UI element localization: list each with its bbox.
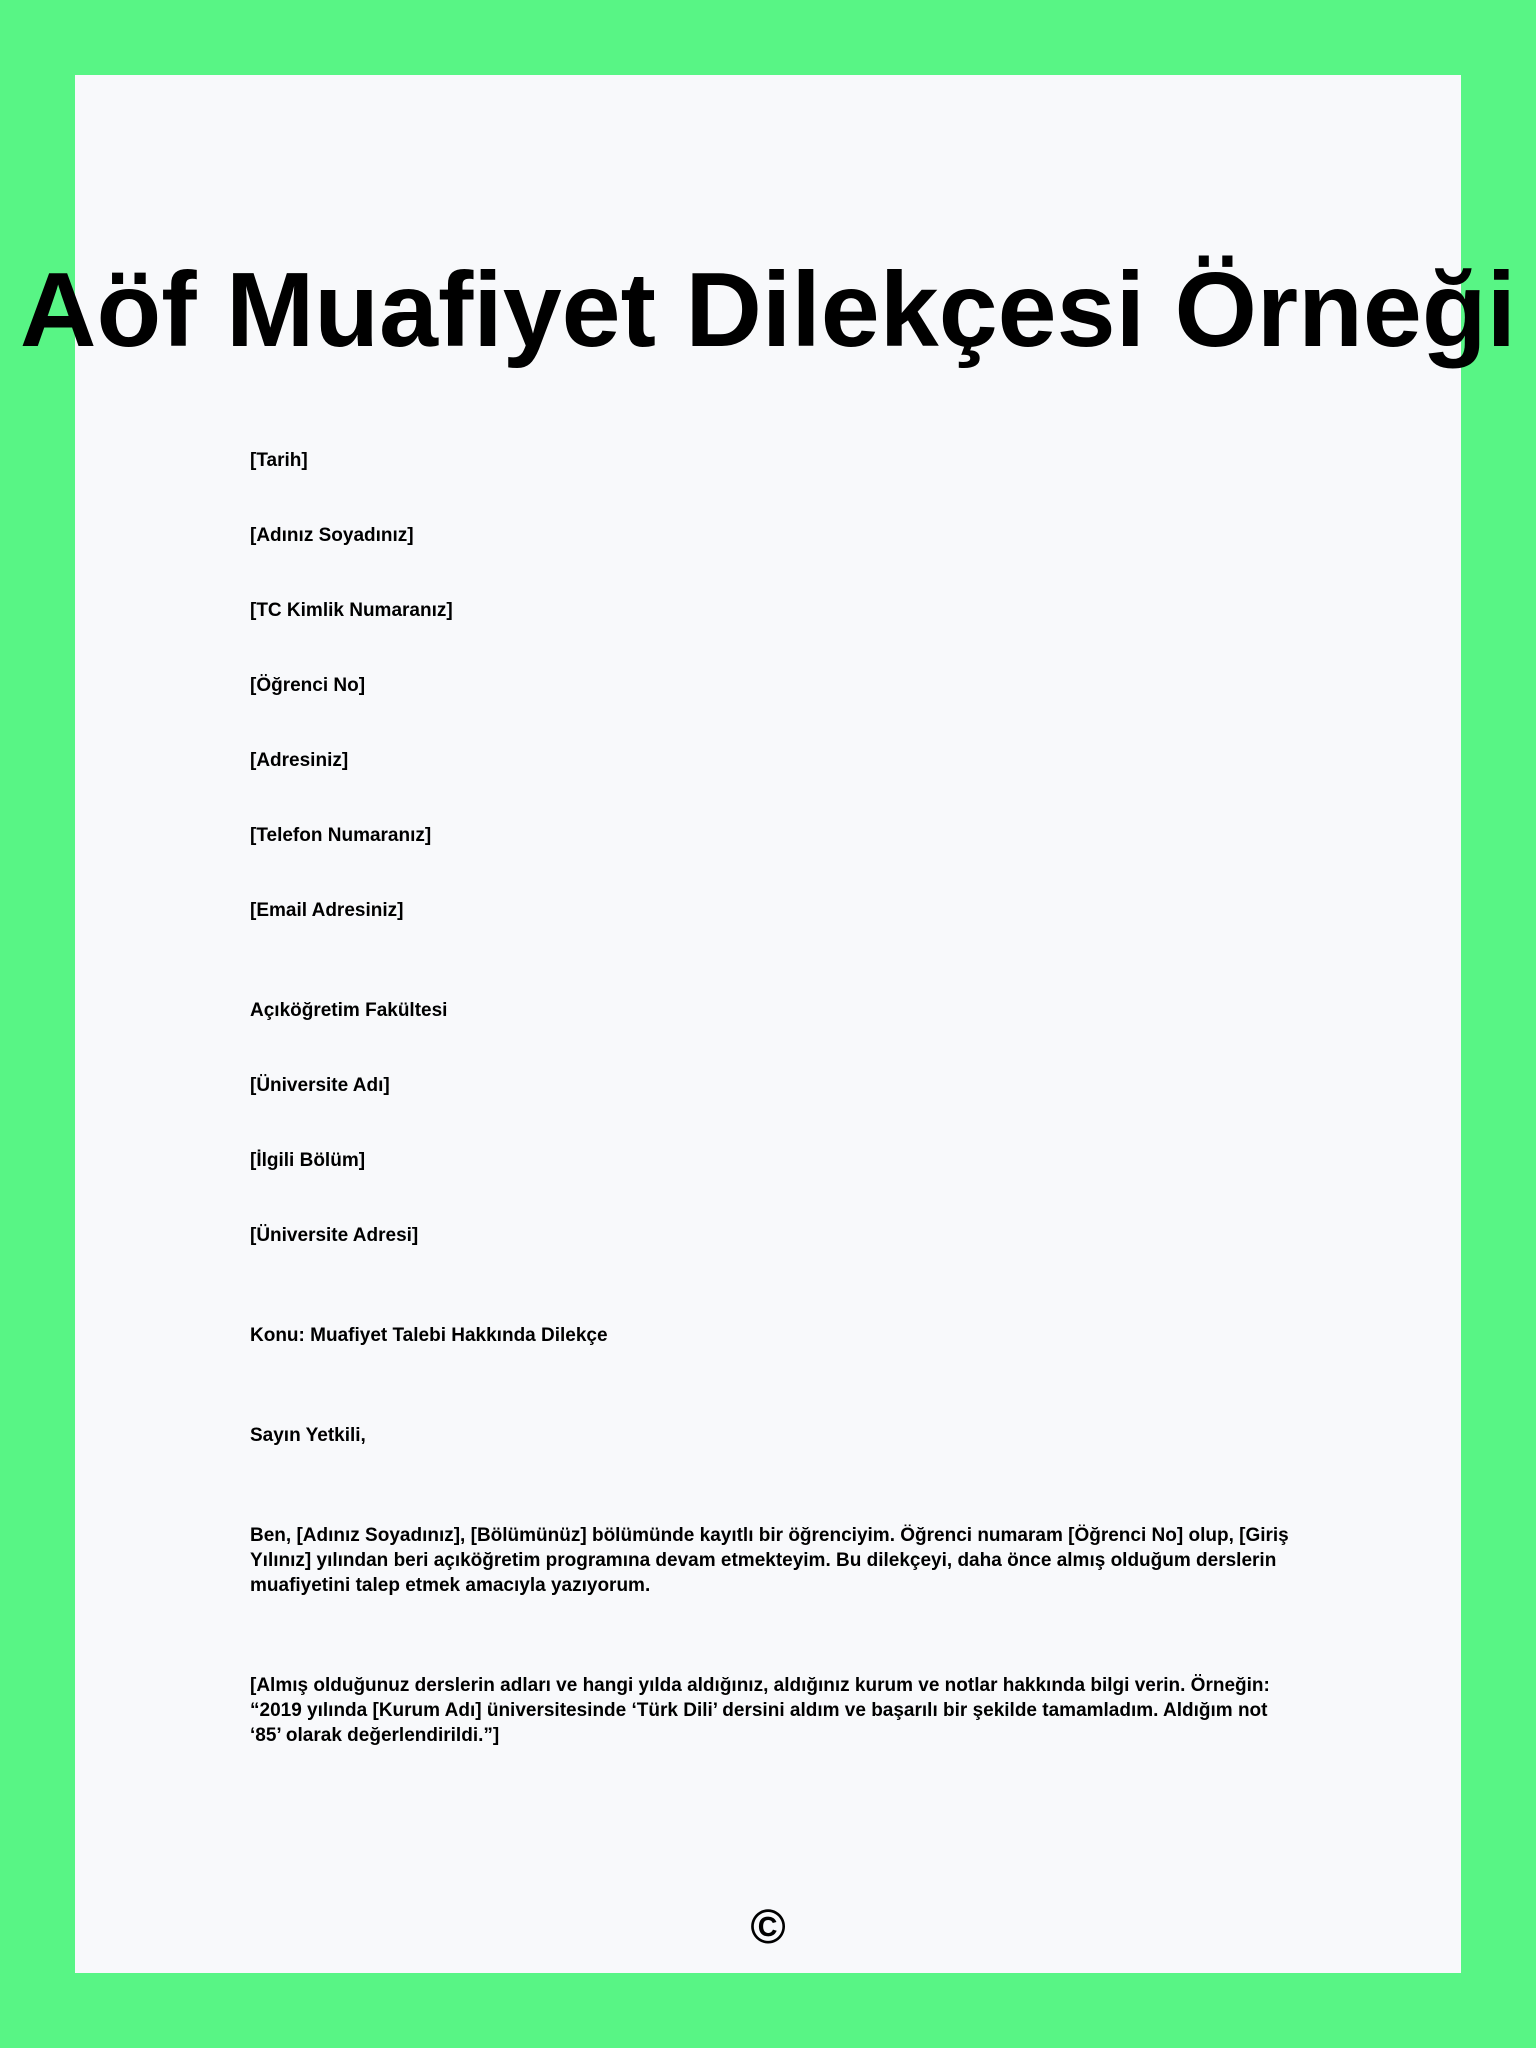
sender-name: [Adınız Soyadınız] [250,525,414,546]
recipient-faculty: Açıköğretim Fakültesi [250,1000,448,1021]
letter-subject: Konu: Muafiyet Talebi Hakkında Dilekçe [250,1325,608,1346]
letter-salutation: Sayın Yetkili, [250,1425,366,1446]
page-title: Aöf Muafiyet Dilekçesi Örneği [19,251,1517,369]
copyright-icon: © [750,1901,786,1954]
sender-email: [Email Adresiniz] [250,900,404,921]
sender-student-number: [Öğrenci No] [250,675,366,696]
sender-tc-number: [TC Kimlik Numaranız] [250,600,453,621]
letter-paragraph: Ben, [Adınız Soyadınız], [Bölümünüz] bölümünde kayıtlı bir öğrenciyim. Öğrenci numaram [Öğrenci No] olup, [Giriş Yılınız] yılından beri açıköğretim programına devam etmekteyim. Bu dilekçeyi, daha önce almış olduğum derslerin muafiyetini talep etmek amacıyla yazıyorum. [250,1525,1289,1596]
sender-date: [Tarih] [250,450,308,471]
sender-address: [Adresiniz] [250,750,349,771]
letter-body [250,448,1290,1748]
sender-phone: [Telefon Numaranız] [250,825,432,846]
recipient-university: [Üniversite Adı] [250,1075,390,1096]
recipient-department: [İlgili Bölüm] [250,1150,366,1171]
recipient-address: [Üniversite Adresi] [250,1225,419,1246]
letter-paragraph: [Almış olduğunuz derslerin adları ve hangi yılda aldığınız, aldığınız kurum ve notlar hakkında bilgi verin. Örneğin: “2019 yılında [Kurum Adı] üniversitesinde ‘Türk Dili’ dersini aldım ve başarılı bir şekilde tamamladım. Aldığım not ‘85’ olarak değerlendirildi.”] [250,1675,1270,1746]
